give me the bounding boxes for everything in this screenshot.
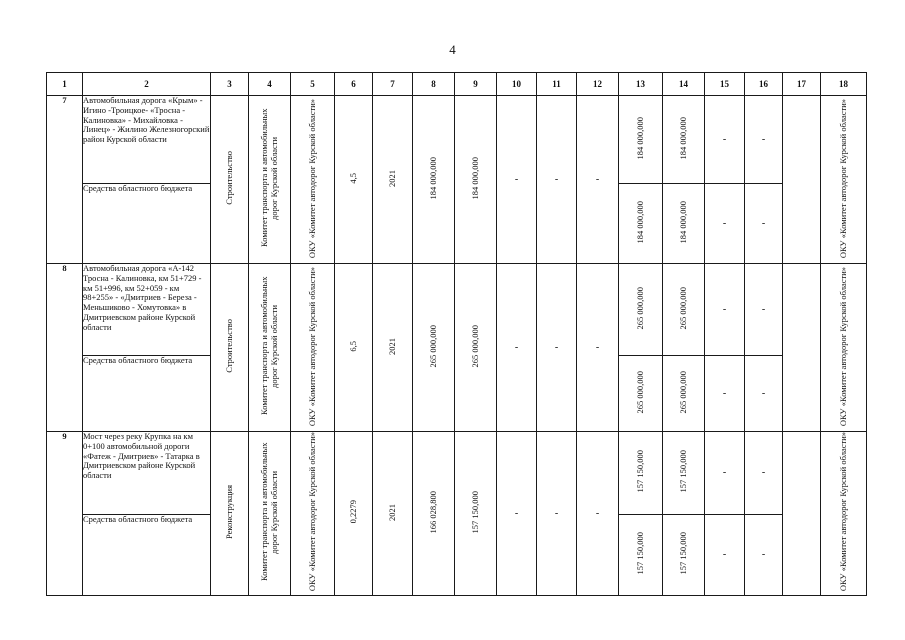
work-type: Реконструкция [211,432,249,596]
col-13-total: 157 150,000 [619,432,663,515]
estimated-cost: 184 000,000 [413,96,455,264]
col-11-value: - [537,432,577,596]
col-11-value: - [537,264,577,432]
header-cell: 7 [373,73,413,96]
col-12-value: - [577,96,619,264]
responsible-org: ОКУ «Комитет автодорог Курской области» [821,264,867,432]
header-cell: 6 [335,73,373,96]
col-16-regional: - [745,356,783,432]
funding-source: Средства областного бюджета [83,356,211,432]
header-cell: 2 [83,73,211,96]
col-10-value: - [497,96,537,264]
header-row [47,73,867,96]
customer: Комитет транспорта и автомобильных дорог Курской области [249,432,291,596]
col-15-regional: - [705,514,745,595]
col-14-total: 265 000,000 [663,264,705,356]
page-number: 4 [449,42,456,57]
col-16-total: - [745,264,783,356]
executor: ОКУ «Комитет автодорог Курской области» [291,96,335,264]
header-cell: 16 [745,73,783,96]
header-cell: 11 [537,73,577,96]
col-13-regional: 265 000,000 [619,356,663,432]
header-cell: 9 [455,73,497,96]
col-17-empty [783,432,821,596]
remaining-cost: 157 150,000 [455,432,497,596]
col-11-value: - [537,96,577,264]
remaining-cost: 265 000,000 [455,264,497,432]
col-16-regional: - [745,184,783,264]
col-15-total: - [705,96,745,184]
col-16-regional: - [745,514,783,595]
executor: ОКУ «Комитет автодорог Курской области» [291,432,335,596]
year: 2021 [373,264,413,432]
remaining-cost: 184 000,000 [455,96,497,264]
col-10-value: - [497,432,537,596]
row-number: 9 [47,432,83,596]
col-14-total: 184 000,000 [663,96,705,184]
year: 2021 [373,96,413,264]
col-13-total: 265 000,000 [619,264,663,356]
col-16-total: - [745,96,783,184]
col-15-total: - [705,264,745,356]
col-10-value: - [497,264,537,432]
col-12-value: - [577,264,619,432]
funding-source: Средства областного бюджета [83,184,211,264]
col-13-total: 184 000,000 [619,96,663,184]
work-type: Строительство [211,96,249,264]
customer: Комитет транспорта и автомобильных дорог Курской области [249,96,291,264]
header-cell: 3 [211,73,249,96]
object-name: Автомобильная дорога «Крым» - Игино -Троицкое- «Тросна - Калиновка» - Михайловка - Линец» - Жилино Железногорский район Курской области [83,96,211,184]
header-cell: 18 [821,73,867,96]
header-cell: 12 [577,73,619,96]
header-cell: 15 [705,73,745,96]
col-15-regional: - [705,356,745,432]
row-number: 7 [47,96,83,264]
row-number: 8 [47,264,83,432]
col-16-total: - [745,432,783,515]
col-14-total: 157 150,000 [663,432,705,515]
responsible-org: ОКУ «Комитет автодорог Курской области» [821,96,867,264]
col-14-regional: 157 150,000 [663,514,705,595]
work-type: Строительство [211,264,249,432]
length-km: 0,2279 [335,432,373,596]
col-15-regional: - [705,184,745,264]
estimated-cost: 265 000,000 [413,264,455,432]
responsible-org: ОКУ «Комитет автодорог Курской области» [821,432,867,596]
col-14-regional: 265 000,000 [663,356,705,432]
col-17-empty [783,264,821,432]
object-name: Автомобильная дорога «А-142 Тросна - Калиновка, км 51+729 - км 51+996, км 52+059 - км 98+255» - «Дмитриев - Береза - Меньшиково - Хомутовка» в Дмитриевском районе Курской области [83,264,211,356]
header-cell: 5 [291,73,335,96]
header-cell: 8 [413,73,455,96]
register-table [46,72,867,596]
table-row [47,264,867,356]
table-row [47,432,867,515]
header-cell: 13 [619,73,663,96]
col-15-total: - [705,432,745,515]
col-13-regional: 157 150,000 [619,514,663,595]
funding-source: Средства областного бюджета [83,514,211,595]
col-14-regional: 184 000,000 [663,184,705,264]
table-row [47,96,867,184]
year: 2021 [373,432,413,596]
object-name: Мост через реку Крупка на км 0+100 автомобильной дороги «Фатеж - Дмитриев» - Татарка в Дмитриевском районе Курской области [83,432,211,515]
customer: Комитет транспорта и автомобильных дорог Курской области [249,264,291,432]
col-12-value: - [577,432,619,596]
col-13-regional: 184 000,000 [619,184,663,264]
header-cell: 14 [663,73,705,96]
header-cell: 1 [47,73,83,96]
header-cell: 10 [497,73,537,96]
estimated-cost: 166 028,800 [413,432,455,596]
length-km: 4,5 [335,96,373,264]
col-17-empty [783,96,821,264]
header-cell: 4 [249,73,291,96]
header-cell: 17 [783,73,821,96]
executor: ОКУ «Комитет автодорог Курской области» [291,264,335,432]
length-km: 6,5 [335,264,373,432]
